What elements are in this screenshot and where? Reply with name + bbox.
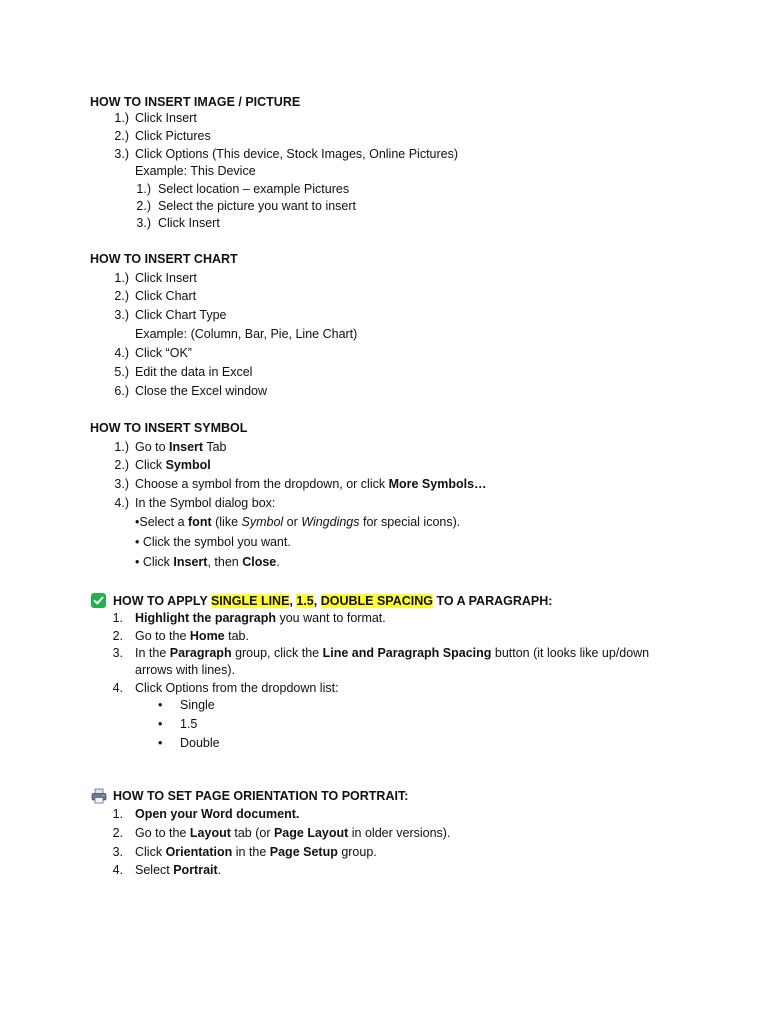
- text-run: ,: [313, 594, 321, 608]
- bold-run: font: [188, 515, 212, 529]
- list-text: [135, 629, 249, 644]
- list-text: Click Chart: [135, 289, 197, 303]
- text-run: Go to the: [135, 629, 190, 643]
- list-text: Click Options (This device, Stock Images, Online Pictures): [135, 147, 459, 161]
- list-text: [135, 477, 487, 492]
- list-number: 4.): [114, 346, 129, 360]
- list-number: 3.: [112, 845, 123, 859]
- text-run: in older versions).: [348, 826, 451, 840]
- bullet-text: 1.5: [180, 717, 198, 731]
- text-run: Go to: [135, 440, 170, 454]
- bold-run: Line and Paragraph Spacing: [322, 646, 492, 660]
- list-number: 2.): [136, 199, 151, 213]
- text-run: group.: [337, 845, 377, 859]
- list-number: 3.): [114, 477, 129, 491]
- bold-run: Insert: [173, 555, 208, 569]
- highlighted-text: SINGLE LINE: [210, 594, 290, 608]
- section-heading-insert-symbol: HOW TO INSERT SYMBOL: [90, 421, 248, 435]
- list-text: Click Pictures: [135, 129, 211, 143]
- list-number: 2.: [112, 826, 123, 840]
- text-run: ,: [289, 594, 297, 608]
- section-heading-insert-image: HOW TO INSERT IMAGE / PICTURE: [90, 95, 301, 109]
- section-heading-spacing: [113, 594, 552, 609]
- list-text: Click Insert: [158, 216, 220, 230]
- bold-run: Open your Word document.: [135, 807, 300, 821]
- highlighted-text: DOUBLE SPACING: [320, 594, 433, 608]
- bullet-item: [158, 736, 220, 751]
- bold-run: Paragraph: [169, 646, 232, 660]
- bold-run: Close: [242, 555, 277, 569]
- bullet-item: [135, 555, 280, 570]
- text-run: button (it looks like up/down: [491, 646, 650, 660]
- list-number: 3.): [114, 308, 129, 322]
- bold-run: Layout: [189, 826, 231, 840]
- list-text: [135, 845, 377, 860]
- list-number: 1.): [114, 440, 129, 454]
- list-text: Click Chart Type: [135, 308, 227, 322]
- bold-run: Portrait: [173, 863, 218, 877]
- section-heading-insert-chart: HOW TO INSERT CHART: [90, 252, 238, 266]
- text-run: or: [283, 515, 302, 529]
- printer-icon: [91, 788, 107, 804]
- text-run: for special icons).: [359, 515, 461, 529]
- section-heading-orientation: HOW TO SET PAGE ORIENTATION TO PORTRAIT:: [113, 789, 409, 803]
- bullet-text: Double: [180, 736, 220, 750]
- bold-run: Home: [189, 629, 225, 643]
- list-text: Click Insert: [135, 111, 197, 125]
- text-run: , then: [207, 555, 243, 569]
- bullet-dot: •: [158, 717, 163, 731]
- bullet-dot: •: [158, 698, 163, 712]
- list-number: 2.: [112, 629, 123, 643]
- list-number: 1.): [136, 182, 151, 196]
- list-number: 4.: [112, 681, 123, 695]
- check-icon: [91, 593, 106, 608]
- bold-run: Highlight the paragraph: [135, 611, 276, 625]
- text-run: • Click: [135, 555, 174, 569]
- list-number: 3.): [136, 216, 151, 230]
- italic-run: Wingdings: [301, 515, 360, 529]
- bold-run: Symbol: [165, 458, 211, 472]
- text-run: group, click the: [231, 646, 323, 660]
- text-run: (like: [211, 515, 242, 529]
- text-run: Click: [135, 845, 166, 859]
- italic-run: Symbol: [241, 515, 284, 529]
- list-number: 2.): [114, 129, 129, 143]
- bullet-dot: •: [158, 736, 163, 750]
- example-text: Example: This Device: [135, 164, 256, 178]
- text-run: Go to the: [135, 826, 190, 840]
- list-number: 6.): [114, 384, 129, 398]
- bullet-text: Single: [180, 698, 215, 712]
- list-number: 1.): [114, 111, 129, 125]
- list-text: [135, 440, 227, 455]
- text-run: .: [276, 555, 280, 569]
- highlighted-text: 1.5: [296, 594, 314, 608]
- list-text: [135, 458, 211, 473]
- list-text: [135, 863, 221, 878]
- list-text: Click Insert: [135, 271, 197, 285]
- text-run: tab (or: [230, 826, 274, 840]
- bullet-item: [158, 698, 215, 713]
- text-run: .: [217, 863, 222, 877]
- text-run: Click: [135, 458, 166, 472]
- list-number: 5.): [114, 365, 129, 379]
- list-text: In the Symbol dialog box:: [135, 496, 276, 510]
- example-text: Example: (Column, Bar, Pie, Line Chart): [135, 327, 358, 341]
- text-run: HOW TO APPLY: [113, 594, 211, 608]
- list-number: 1.: [112, 611, 123, 625]
- list-number: 3.): [114, 147, 129, 161]
- list-text: Select location – example Pictures: [158, 182, 350, 196]
- list-number: 2.): [114, 289, 129, 303]
- list-number: 4.: [112, 863, 123, 877]
- list-number: 1.): [114, 271, 129, 285]
- list-text: [135, 611, 386, 626]
- list-text: [135, 826, 450, 841]
- text-run: In the: [135, 646, 170, 660]
- list-text-continuation: arrows with lines).: [135, 663, 236, 677]
- list-text: Click Options from the dropdown list:: [135, 681, 339, 695]
- bold-run: Page Layout: [273, 826, 349, 840]
- list-text: Edit the data in Excel: [135, 365, 253, 379]
- bold-run: Orientation: [165, 845, 233, 859]
- bold-run: Insert: [169, 440, 204, 454]
- list-text: [135, 646, 649, 661]
- bold-run: Page Setup: [269, 845, 338, 859]
- bold-run: More Symbols…: [388, 477, 487, 491]
- bullet-item: • Click the symbol you want.: [135, 535, 291, 549]
- bullet-item: [135, 515, 460, 530]
- text-run: in the: [232, 845, 270, 859]
- list-text: Close the Excel window: [135, 384, 268, 398]
- text-run: you want to format.: [275, 611, 386, 625]
- text-run: Choose a symbol from the dropdown, or click: [135, 477, 389, 491]
- list-text: [135, 807, 299, 822]
- text-run: Select: [135, 863, 174, 877]
- list-number: 2.): [114, 458, 129, 472]
- list-number: 1.: [112, 807, 123, 821]
- text-run: •Select a: [135, 515, 189, 529]
- list-text: Click “OK”: [135, 346, 192, 360]
- text-run: tab.: [224, 629, 249, 643]
- list-number: 4.): [114, 496, 129, 510]
- text-run: TO A PARAGRAPH:: [433, 594, 553, 608]
- text-run: Tab: [203, 440, 227, 454]
- list-text: Select the picture you want to insert: [158, 199, 357, 213]
- list-number: 3.: [112, 646, 123, 660]
- bullet-item: [158, 717, 198, 732]
